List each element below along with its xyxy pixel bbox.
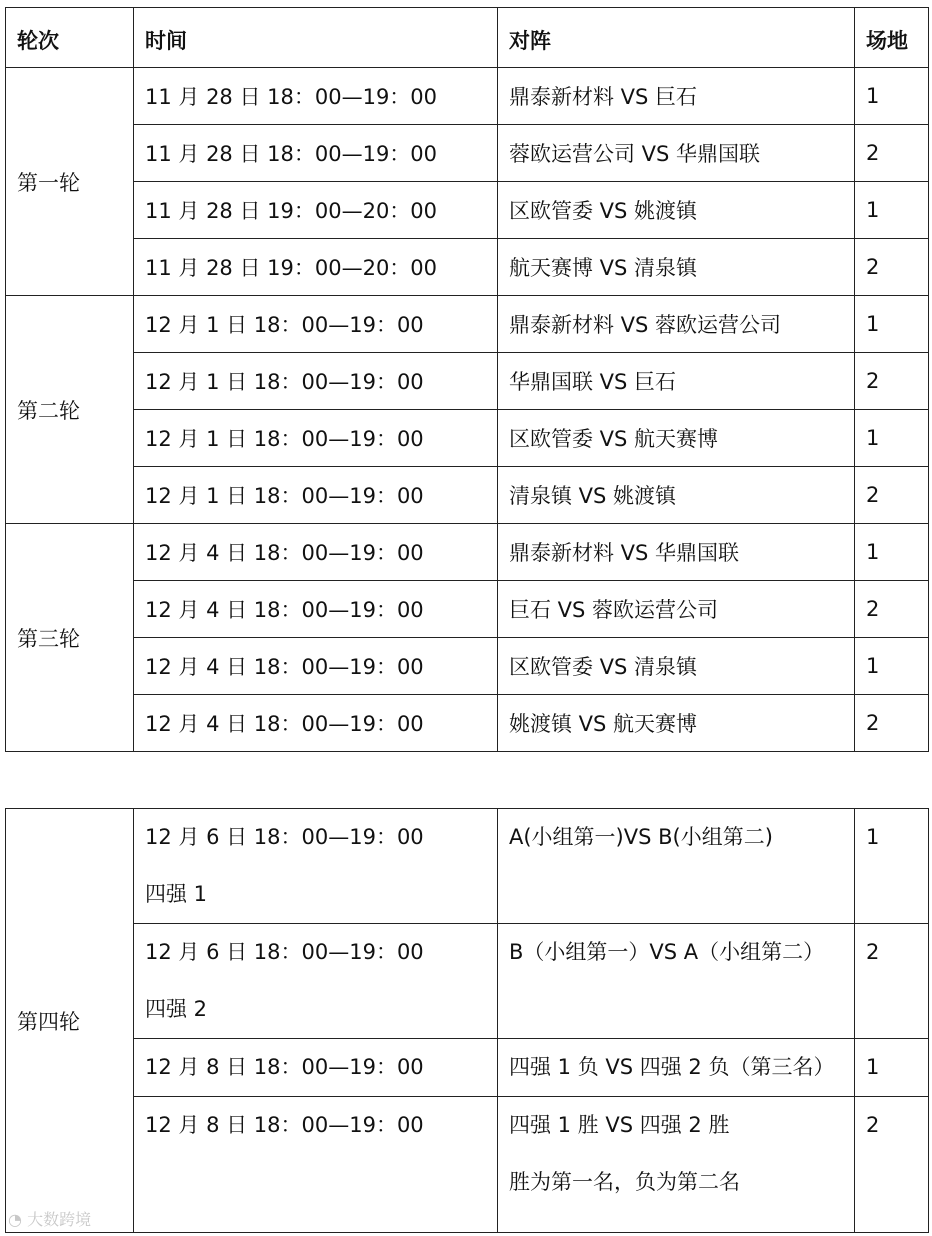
- match-venue: 1: [855, 68, 929, 125]
- match-time-note: 四强 2: [145, 997, 208, 1021]
- match-teams: 航天赛博 VS 清泉镇: [498, 239, 855, 296]
- match-time: 12 月 4 日 18：00—19：00: [134, 638, 498, 695]
- match-teams: 区欧管委 VS 姚渡镇: [498, 182, 855, 239]
- match-teams: 四强 1 负 VS 四强 2 负（第三名）: [509, 1055, 835, 1079]
- match-time-cell: [134, 1039, 498, 1097]
- match-venue: 2: [855, 353, 929, 410]
- match-venue: 2: [855, 695, 929, 752]
- match-teams-cell: [498, 1039, 855, 1097]
- match-teams: 华鼎国联 VS 巨石: [498, 353, 855, 410]
- match-time: 12 月 1 日 18：00—19：00: [134, 296, 498, 353]
- table-row: [6, 524, 929, 581]
- match-teams: 区欧管委 VS 航天赛博: [498, 410, 855, 467]
- table-row: [6, 1039, 929, 1097]
- match-time: 12 月 8 日 18：00—19：00: [145, 1113, 424, 1137]
- group-stage-schedule-table: [5, 7, 929, 752]
- table-row: [6, 125, 929, 182]
- match-teams: 鼎泰新材料 VS 华鼎国联: [498, 524, 855, 581]
- match-teams: 姚渡镇 VS 航天赛博: [498, 695, 855, 752]
- match-teams: 巨石 VS 蓉欧运营公司: [498, 581, 855, 638]
- match-teams: 鼎泰新材料 VS 蓉欧运营公司: [498, 296, 855, 353]
- header-row: [6, 8, 929, 68]
- watermark-text: 大数跨境: [27, 1210, 92, 1229]
- table-row: [6, 695, 929, 752]
- match-teams-cell: [498, 1097, 855, 1233]
- table-row: [6, 182, 929, 239]
- match-time-cell: [134, 809, 498, 924]
- match-teams: 清泉镇 VS 姚渡镇: [498, 467, 855, 524]
- match-time: 12 月 1 日 18：00—19：00: [134, 467, 498, 524]
- header-time: 时间: [134, 8, 498, 68]
- match-venue: 1: [855, 410, 929, 467]
- header-match: 对阵: [498, 8, 855, 68]
- watermark: [8, 1207, 91, 1230]
- header-round: 轮次: [6, 8, 134, 68]
- match-venue: 1: [855, 638, 929, 695]
- table-row: [6, 581, 929, 638]
- match-time: 11 月 28 日 19：00—20：00: [134, 182, 498, 239]
- match-venue-cell: [855, 1039, 929, 1097]
- match-venue-cell: [855, 924, 929, 1039]
- table-row: [6, 68, 929, 125]
- match-teams: 四强 1 胜 VS 四强 2 胜: [509, 1113, 730, 1137]
- match-time: 12 月 8 日 18：00—19：00: [145, 1055, 424, 1079]
- match-venue: 1: [855, 296, 929, 353]
- match-venue: 2: [855, 581, 929, 638]
- table-row: [6, 924, 929, 1039]
- table-row: [6, 809, 929, 924]
- match-venue: 2: [866, 940, 880, 964]
- table-row: [6, 296, 929, 353]
- match-venue: 2: [855, 239, 929, 296]
- match-venue: 1: [866, 1055, 880, 1079]
- match-time: 11 月 28 日 19：00—20：00: [134, 239, 498, 296]
- header-venue: 场地: [855, 8, 929, 68]
- match-time: 12 月 4 日 18：00—19：00: [134, 524, 498, 581]
- match-venue: 1: [866, 825, 880, 849]
- match-venue: 2: [855, 467, 929, 524]
- table-row: [6, 239, 929, 296]
- table-row: [6, 1097, 929, 1233]
- table-row: [6, 467, 929, 524]
- match-time: 11 月 28 日 18：00—19：00: [134, 68, 498, 125]
- match-time: 12 月 6 日 18：00—19：00: [145, 825, 424, 849]
- watermark-logo-icon: ◔: [8, 1210, 22, 1229]
- match-venue: 1: [855, 524, 929, 581]
- round-name: 第一轮: [6, 68, 134, 296]
- match-teams: 区欧管委 VS 清泉镇: [498, 638, 855, 695]
- match-note: 胜为第一名，负为第二名: [509, 1170, 740, 1194]
- match-teams: B（小组第一）VS A（小组第二）: [509, 940, 825, 964]
- knockout-stage-table: [5, 808, 929, 1233]
- match-time: 12 月 4 日 18：00—19：00: [134, 581, 498, 638]
- match-teams-cell: [498, 809, 855, 924]
- match-venue-cell: [855, 1097, 929, 1233]
- table-row: [6, 410, 929, 467]
- match-time: 11 月 28 日 18：00—19：00: [134, 125, 498, 182]
- match-time-note: 四强 1: [145, 882, 208, 906]
- match-teams-cell: [498, 924, 855, 1039]
- match-teams: 鼎泰新材料 VS 巨石: [498, 68, 855, 125]
- round-name: 第四轮: [6, 809, 134, 1233]
- round-name: 第三轮: [6, 524, 134, 752]
- match-teams: 蓉欧运营公司 VS 华鼎国联: [498, 125, 855, 182]
- match-time-cell: [134, 1097, 498, 1233]
- table-row: [6, 638, 929, 695]
- match-time: 12 月 6 日 18：00—19：00: [145, 940, 424, 964]
- match-time: 12 月 1 日 18：00—19：00: [134, 410, 498, 467]
- match-venue: 1: [855, 182, 929, 239]
- match-venue-cell: [855, 809, 929, 924]
- match-venue: 2: [866, 1113, 880, 1137]
- table-row: [6, 353, 929, 410]
- match-time: 12 月 4 日 18：00—19：00: [134, 695, 498, 752]
- match-time-cell: [134, 924, 498, 1039]
- match-time: 12 月 1 日 18：00—19：00: [134, 353, 498, 410]
- round-name: 第二轮: [6, 296, 134, 524]
- match-venue: 2: [855, 125, 929, 182]
- match-teams: A(小组第一)VS B(小组第二): [509, 825, 773, 849]
